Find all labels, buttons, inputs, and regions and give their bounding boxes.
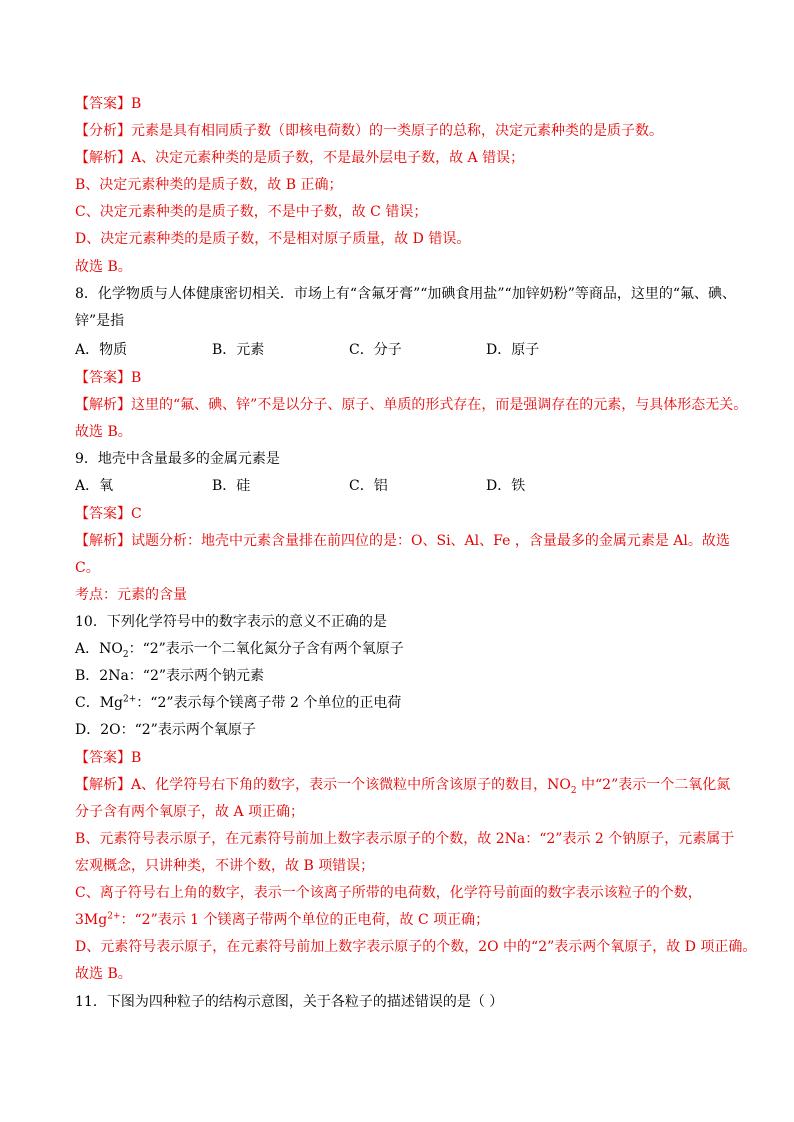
q10-explain-a-line1 <box>75 775 730 795</box>
q7-explain-c: C、决定元素种类的是质子数，不是中子数，故 C 错误； <box>75 204 428 220</box>
q8-stem-line1: 8．化学物质与人体健康密切相关．市场上有“含氟牙膏”“加碘食用盐”“加锌奶粉”等商品，这里的“氟、碘、 <box>75 286 737 302</box>
q10-explain-b-line2: 宏观概念，只讲种类，不讲个数，故 B 项错误； <box>75 858 375 874</box>
q9-option-c: C．铝 <box>349 478 388 494</box>
q8-explain: 【解析】这里的“氟、碘、锌”不是以分子、原子、单质的形式存在，而是强调存在的元素，与具体形态无关。 <box>75 397 748 413</box>
q10-explain-d: D、元素符号表示原子，在元素符号前加上数字表示原子的个数，2O 中的“2”表示两个氧原子，故 D 项正确。 <box>75 939 757 955</box>
q10-explain-a-post: 中“2”表示一个二氧化氮 <box>576 777 731 793</box>
q10-option-a-sub: 2 <box>122 649 129 660</box>
q7-explain-a: 【解析】A、决定元素种类的是质子数，不是最外层电子数，故 A 错误； <box>75 150 525 166</box>
q10-explain-a-pre: 【解析】A、化学符号右下角的数字，表示一个该微粒中所含该原子的数目，NO <box>75 777 571 793</box>
q9-stem: 9．地壳中含量最多的金属元素是 <box>75 451 280 467</box>
q7-explain-d: D、决定元素种类的是质子数，不是相对原子质量，故 D 错误。 <box>75 231 471 247</box>
q10-option-b: B．2Na：“2”表示两个钠元素 <box>75 668 265 684</box>
q10-option-c <box>75 693 401 713</box>
q8-option-b: B．元素 <box>212 342 265 358</box>
q10-conclusion: 故选 B。 <box>75 966 132 982</box>
q10-option-a <box>75 639 404 659</box>
q10-option-c-sup: 2+ <box>123 694 137 705</box>
q10-explain-c-line1: C、离子符号右上角的数字，表示一个该离子所带的电荷数，化学符号前面的数字表示该粒子的个数， <box>75 885 702 901</box>
q7-answer: 【答案】B <box>75 96 142 112</box>
q8-option-d: D．原子 <box>486 342 540 358</box>
q10-explain-b-line1: B、元素符号表示原子，在元素符号前加上数字表示原子的个数，故 2Na：“2”表示 2 个钠原子，元素属于 <box>75 831 735 847</box>
q8-answer: 【答案】B <box>75 370 142 386</box>
q9-option-b: B．硅 <box>212 478 251 494</box>
q10-explain-c-pre: 3Mg <box>75 912 108 928</box>
q9-option-a: A．氧 <box>75 478 114 494</box>
q10-stem: 10．下列化学符号中的数字表示的意义不正确的是 <box>75 614 387 630</box>
q8-option-a: A．物质 <box>75 342 128 358</box>
q10-explain-a-sub: 2 <box>570 785 577 796</box>
q9-option-d: D．铁 <box>486 478 526 494</box>
q8-conclusion: 故选 B。 <box>75 424 132 440</box>
q8-stem-line2: 锌”是指 <box>75 313 125 329</box>
q7-analysis: 【分析】元素是具有相同质子数（即核电荷数）的一类原子的总称，决定元素种类的是质子数。 <box>75 123 663 139</box>
q10-explain-c-post: ：“2”表示 1 个镁离子带两个单位的正电荷，故 C 项正确； <box>120 912 490 928</box>
q10-option-c-pre: C．Mg <box>75 695 124 711</box>
q8-option-c: C．分子 <box>349 342 402 358</box>
q10-explain-a-line2: 分子含有两个氧原子，故 A 项正确； <box>75 804 305 820</box>
q10-option-a-pre: A．NO <box>75 641 123 657</box>
q9-explain-line1: 【解析】试题分析：地壳中元素含量排在前四位的是：O、Si、Al、Fe ，含量最多的金属元素是 Al。故选 <box>75 533 730 549</box>
q7-conclusion: 故选 B。 <box>75 259 132 275</box>
q11-stem: 11．下图为四种粒子的结构示意图，关于各粒子的描述错误的是（ ） <box>75 994 504 1010</box>
q10-answer: 【答案】B <box>75 750 142 766</box>
q9-explain-line2: C。 <box>75 560 100 576</box>
q9-answer: 【答案】C <box>75 506 142 522</box>
q9-kaodian: 考点：元素的含量 <box>75 587 187 603</box>
q10-option-d: D．2O：“2”表示两个氧原子 <box>75 722 256 738</box>
q7-explain-b: B、决定元素种类的是质子数，故 B 正确； <box>75 177 343 193</box>
q10-option-c-post: ：“2”表示每个镁离子带 2 个单位的正电荷 <box>136 695 402 711</box>
q10-option-a-post: ：“2”表示一个二氧化氮分子含有两个氧原子 <box>128 641 404 657</box>
q10-explain-c-line2 <box>75 910 489 930</box>
q10-explain-c-sup: 2+ <box>107 911 121 922</box>
